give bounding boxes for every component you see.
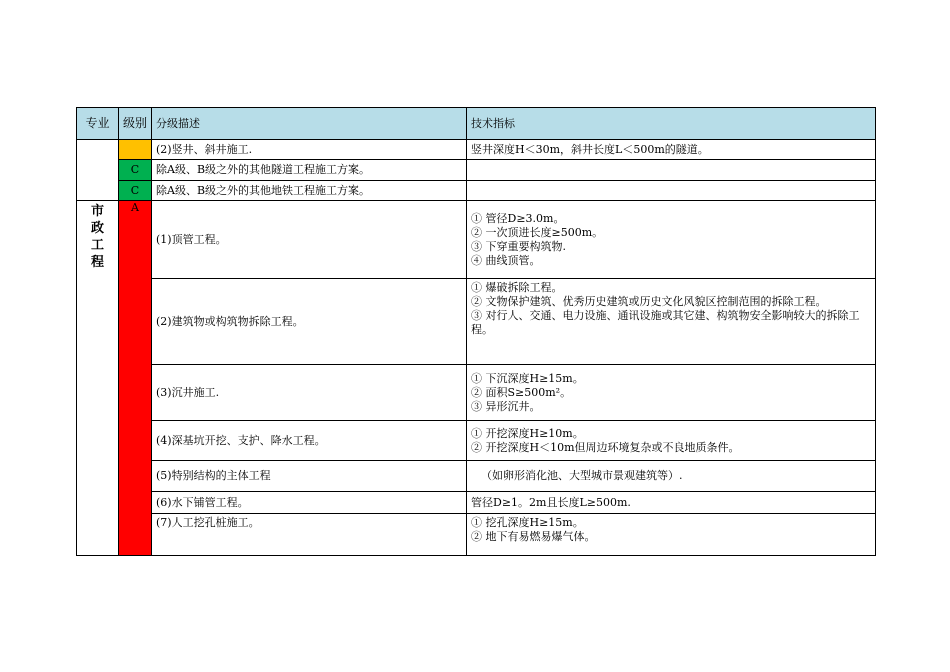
tech-line: ③ 对行人、交通、电力设施、通讯设施或其它建、构筑物安全影响较大的拆除工程。 bbox=[471, 309, 860, 336]
tech-line: ① 爆破拆除工程。 bbox=[471, 281, 563, 294]
table-row bbox=[77, 492, 876, 514]
tech-line: ① 管径D≥3.0m。 bbox=[471, 211, 565, 225]
tech-cell: 竖井深度H＜30m，斜井长度L＜500m的隧道。 bbox=[467, 140, 876, 160]
grade-cell: C bbox=[119, 160, 152, 181]
tech-line: ② 地下有易燃易爆气体。 bbox=[471, 530, 596, 543]
table-row bbox=[77, 140, 876, 160]
desc-cell: (2)建筑物或构筑物拆除工程。 bbox=[152, 279, 467, 365]
table-row bbox=[77, 279, 876, 365]
tech-line: ② 开挖深度H＜10m但周边环境复杂或不良地质条件。 bbox=[471, 440, 740, 454]
tech-cell bbox=[467, 181, 876, 201]
cell-major-municipal bbox=[77, 201, 119, 556]
grade-cell: C bbox=[119, 181, 152, 201]
table-row bbox=[77, 365, 876, 421]
tech-line: （如卵形消化池、大型城市景观建筑等）. bbox=[481, 469, 683, 482]
table-row bbox=[77, 421, 876, 461]
desc-cell: (4)深基坑开挖、支护、降水工程。 bbox=[152, 421, 467, 461]
table-row bbox=[77, 160, 876, 181]
tech-cell bbox=[467, 201, 876, 279]
tech-line: ③ 下穿重要构筑物. bbox=[471, 239, 566, 253]
major-label: 市政工程 bbox=[90, 204, 104, 270]
grade-cell-a: A bbox=[119, 201, 152, 556]
tech-cell bbox=[467, 514, 876, 556]
tech-line: ① 下沉深度H≥15m。 bbox=[471, 371, 584, 385]
desc-cell: (6)水下铺管工程。 bbox=[152, 492, 467, 514]
tech-line: ② 一次顶进长度≥500m。 bbox=[471, 225, 604, 239]
desc-cell: (2)竖井、斜井施工. bbox=[152, 140, 467, 160]
tech-line: ④ 曲线顶管。 bbox=[471, 253, 541, 267]
table-header-row bbox=[77, 108, 876, 140]
tech-cell bbox=[467, 492, 876, 514]
grade-cell bbox=[119, 140, 152, 160]
tech-line: ② 文物保护建筑、优秀历史建筑或历史文化风貌区控制范围的拆除工程。 bbox=[471, 295, 827, 308]
tech-cell bbox=[467, 279, 876, 365]
tech-cell bbox=[467, 365, 876, 421]
classification-table bbox=[76, 107, 876, 556]
tech-line: 管径D≥1。2m且长度L≥500m. bbox=[471, 495, 631, 509]
header-grade: 级别 bbox=[119, 108, 152, 140]
tech-line: ② 面积S≥500m²。 bbox=[471, 385, 572, 399]
tech-cell bbox=[467, 461, 876, 492]
desc-cell: (1)顶管工程。 bbox=[152, 201, 467, 279]
table-row bbox=[77, 201, 876, 279]
table-row bbox=[77, 514, 876, 556]
table-row bbox=[77, 181, 876, 201]
tech-line: ① 挖孔深度H≥15m。 bbox=[471, 516, 584, 529]
tech-cell bbox=[467, 421, 876, 461]
cell-major-empty bbox=[77, 140, 119, 201]
tech-cell bbox=[467, 160, 876, 181]
table-row bbox=[77, 461, 876, 492]
desc-cell: (5)特别结构的主体工程 bbox=[152, 461, 467, 492]
desc-cell: (7)人工挖孔桩施工。 bbox=[152, 514, 467, 556]
desc-cell: 除A级、B级之外的其他隧道工程施工方案。 bbox=[152, 160, 467, 181]
header-desc: 分级描述 bbox=[152, 108, 467, 140]
desc-cell: (3)沉井施工. bbox=[152, 365, 467, 421]
tech-line: ③ 异形沉井。 bbox=[471, 399, 541, 413]
header-tech: 技术指标 bbox=[467, 108, 876, 140]
header-major: 专业 bbox=[77, 108, 119, 140]
tech-line: ① 开挖深度H≥10m。 bbox=[471, 426, 584, 440]
desc-cell: 除A级、B级之外的其他地铁工程施工方案。 bbox=[152, 181, 467, 201]
